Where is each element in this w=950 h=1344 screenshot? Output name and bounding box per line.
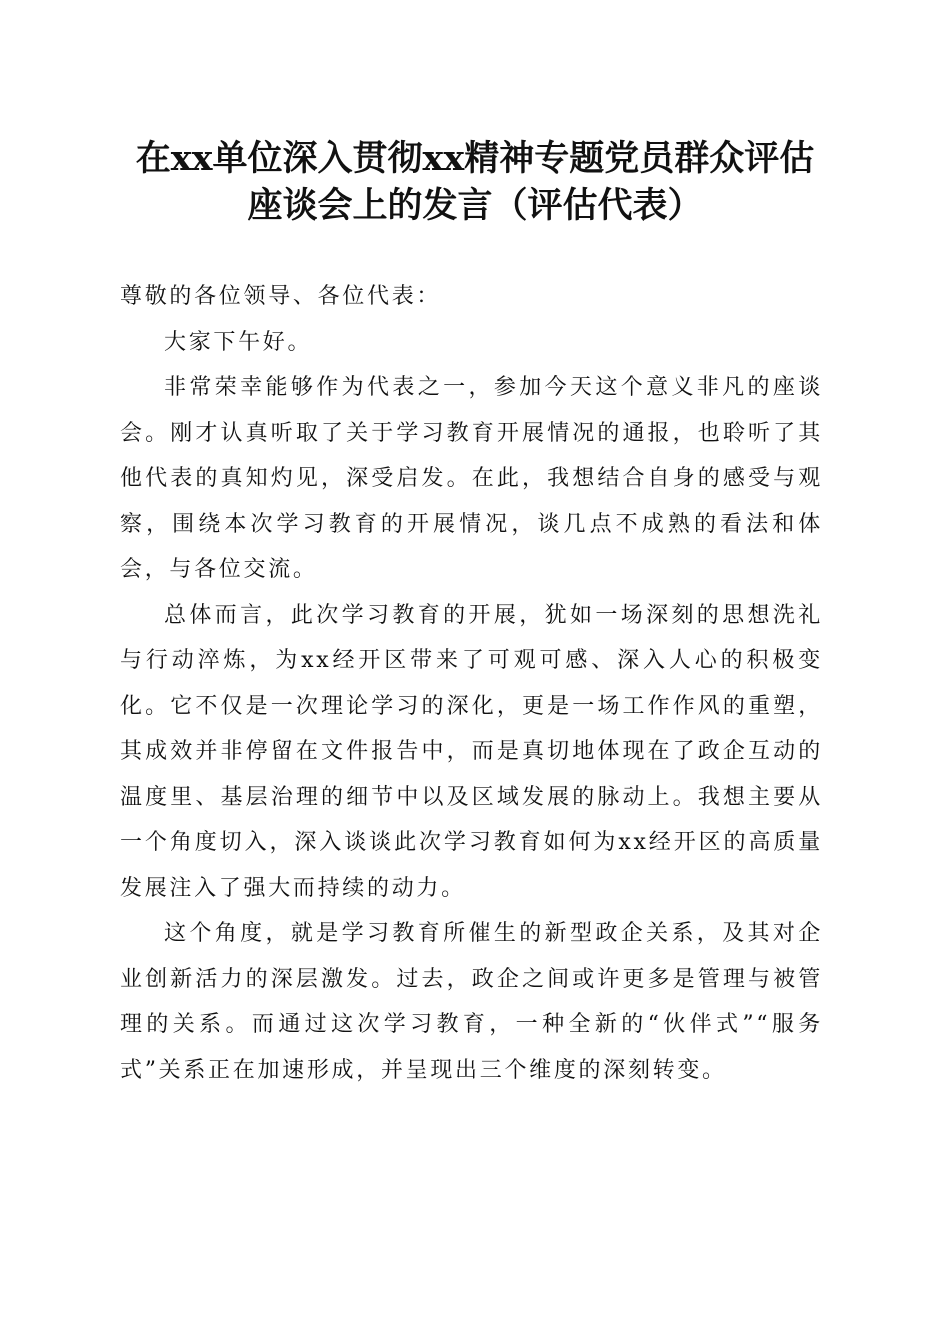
paragraph-3: 这个角度，就是学习教育所催生的新型政企关系，及其对企业创新活力的深层激发。过去，政企之间或许更多是管理与被管理的关系。而通过这次学习教育，一种全新的“伙伴式”“服务式”关系正在加速形成，并呈现出三个维度的深刻转变。	[120, 921, 823, 1083]
salutation: 尊敬的各位领导、各位代表：	[120, 284, 442, 309]
paragraph-1: 非常荣幸能够作为代表之一，参加今天这个意义非凡的座谈会。刚才认真听取了关于学习教育开展情况的通报，也聆听了其他代表的真知灼见，深受启发。在此，我想结合自身的感受与观察，围绕本次学习教育的开展情况，谈几点不成熟的看法和体会，与各位交流。	[120, 375, 823, 582]
title-line-1: 在xx单位深入贯彻xx精神专题党员群众评估	[135, 138, 815, 179]
title-line-2: 座谈会上的发言（评估代表）	[247, 185, 703, 226]
document-title	[110, 135, 840, 229]
paragraph-2: 总体而言，此次学习教育的开展，犹如一场深刻的思想洗礼与行动淬炼，为xx经开区带来了可观可感、深入人心的积极变化。它不仅是一次理论学习的深化，更是一场工作作风的重塑，其成效并非停留在文件报告中，而是真切地体现在了政企互动的温度里、基层治理的细节中以及区域发展的脉动上。我想主要从一个角度切入，深入谈谈此次学习教育如何为xx经开区的高质量发展注入了强大而持续的动力。	[120, 602, 823, 901]
document-body	[120, 274, 823, 1093]
greeting: 大家下午好。	[164, 329, 313, 355]
